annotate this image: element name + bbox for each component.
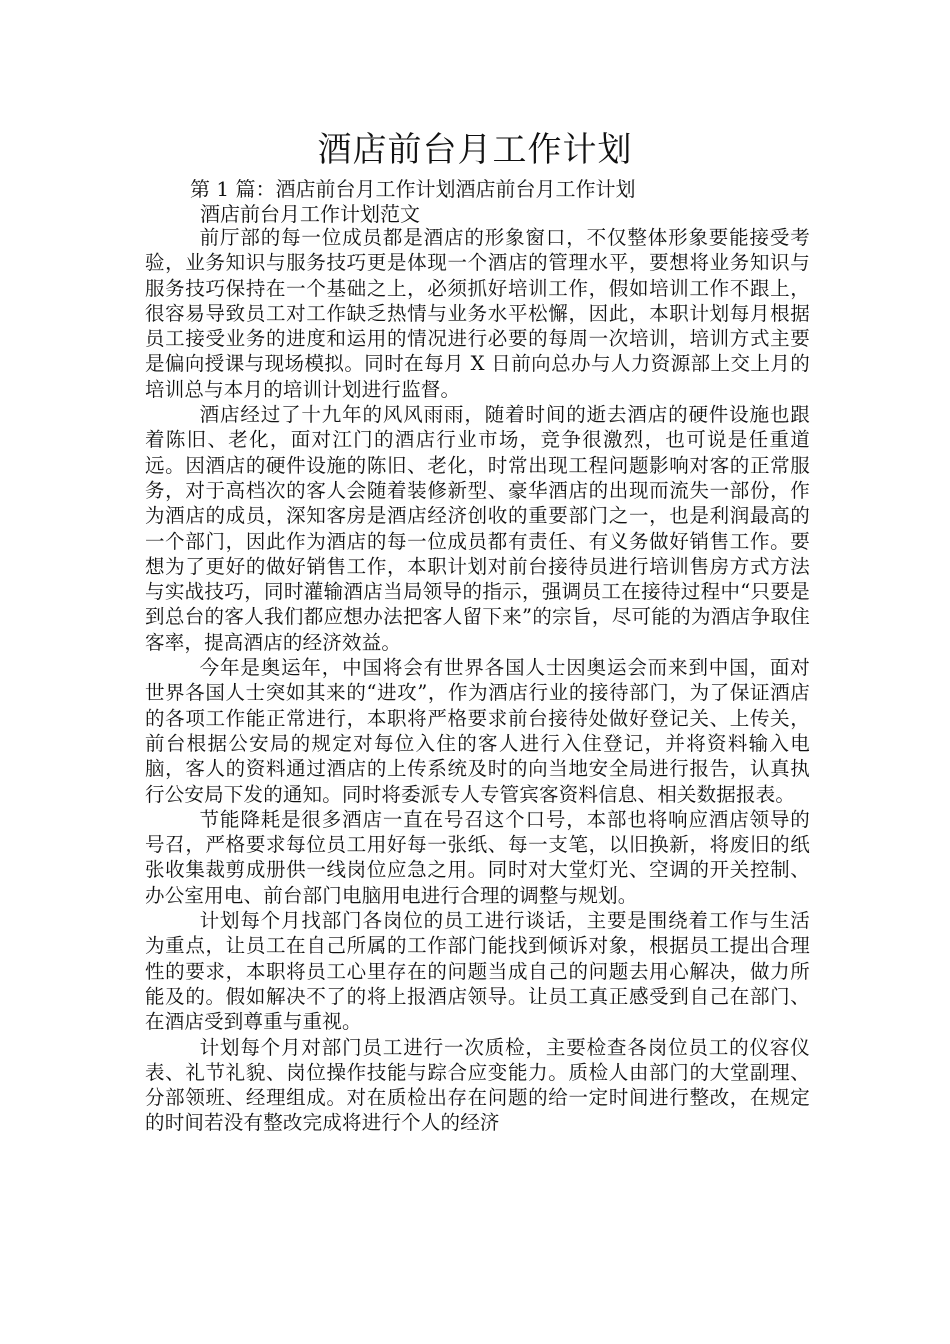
paragraph-energy-saving: 节能降耗是很多酒店一直在号召这个口号，本部也将响应酒店领导的号召，严格要求每位员工用好每一张纸、每一支笔，以旧换新，将废旧的纸张收集裁剪成册供一线岗位应急之用。同时对大堂灯光、空调的开关控制、办公室用电、前台部门电脑用电进行合理的调整与规划。 (145, 807, 810, 907)
paragraph-olympics-registration: 今年是奥运年，中国将会有世界各国人士因奥运会而来到中国，面对世界各国人士突如其来的“进攻”，作为酒店行业的接待部门，为了保证酒店的各项工作能正常进行，本职将严格要求前台接待处做好登记关、上传关，前台根据公安局的规定对每位入住的客人进行入住登记，并将资料输入电脑，客人的资料通过酒店的上传系统及时的向当地安全局进行报告，认真执行公安局下发的通知。同时将委派专人专管宾客资料信息、相关数据报表。 (145, 656, 810, 806)
paragraph-sales: 酒店经过了十九年的风风雨雨，随着时间的逝去酒店的硬件设施也跟着陈旧、老化，面对江门的酒店行业市场，竞争很激烈，也可说是任重道远。因酒店的硬件设施的陈旧、老化，时常出现工程问题影响对客的正常服务，对于高档次的客人会随着装修新型、豪华酒店的出现而流失一部份，作为酒店的成员，深知客房是酒店经济创收的重要部门之一，也是利润最高的一个部门，因此作为酒店的每一位成员都有责任、有义务做好销售工作。要想为了更好的做好销售工作，本职计划对前台接待员进行培训售房方式方法与实战技巧，同时灌输酒店当局领导的指示，强调员工在接待过程中“只要是到总台的客人我们都应想办法把客人留下来”的宗旨，尽可能的为酒店争取住客率，提高酒店的经济效益。 (145, 403, 810, 654)
paragraph-quality-check: 计划每个月对部门员工进行一次质检，主要检查各岗位员工的仪容仪表、礼节礼貌、岗位操作技能与踪合应变能力。质检人由部门的大堂副理、分部领班、经理组成。对在质检出存在问题的给一定时间进行整改，在规定的时间若没有整改完成将进行个人的经济 (145, 1035, 810, 1135)
document-subtitle: 第 1 篇：酒店前台月工作计划酒店前台月工作计划 (190, 177, 636, 201)
paragraph-staff-talks: 计划每个月找部门各岗位的员工进行谈话，主要是围绕着工作与生活为重点，让员工在自己所属的工作部门能找到倾诉对象，根据员工提出合理性的要求，本职将员工心里存在的问题当成自己的问题去用心解决，做力所能及的。假如解决不了的将上报酒店领导。让员工真正感受到自己在部门、在酒店受到尊重与重视。 (145, 909, 810, 1034)
paragraph-training: 前厅部的每一位成员都是酒店的形象窗口，不仅整体形象要能接受考验，业务知识与服务技巧更是体现一个酒店的管理水平，要想将业务知识与服务技巧保持在一个基础之上，必须抓好培训工作，假如培训工作不跟上，很容易导致员工对工作缺乏热情与业务水平松懈，因此，本职计划每月根据员工接受业务的进度和运用的情况进行必要的每周一次培训，培训方式主要是偏向授课与现场模拟。同时在每月 X 日前向总办与人力资源部上交上月的培训总与本月的培训计划进行监督。 (145, 226, 810, 401)
document-subheading: 酒店前台月工作计划范文 (200, 202, 420, 226)
document-title: 酒店前台月工作计划 (317, 130, 633, 170)
document-body (145, 225, 810, 1136)
